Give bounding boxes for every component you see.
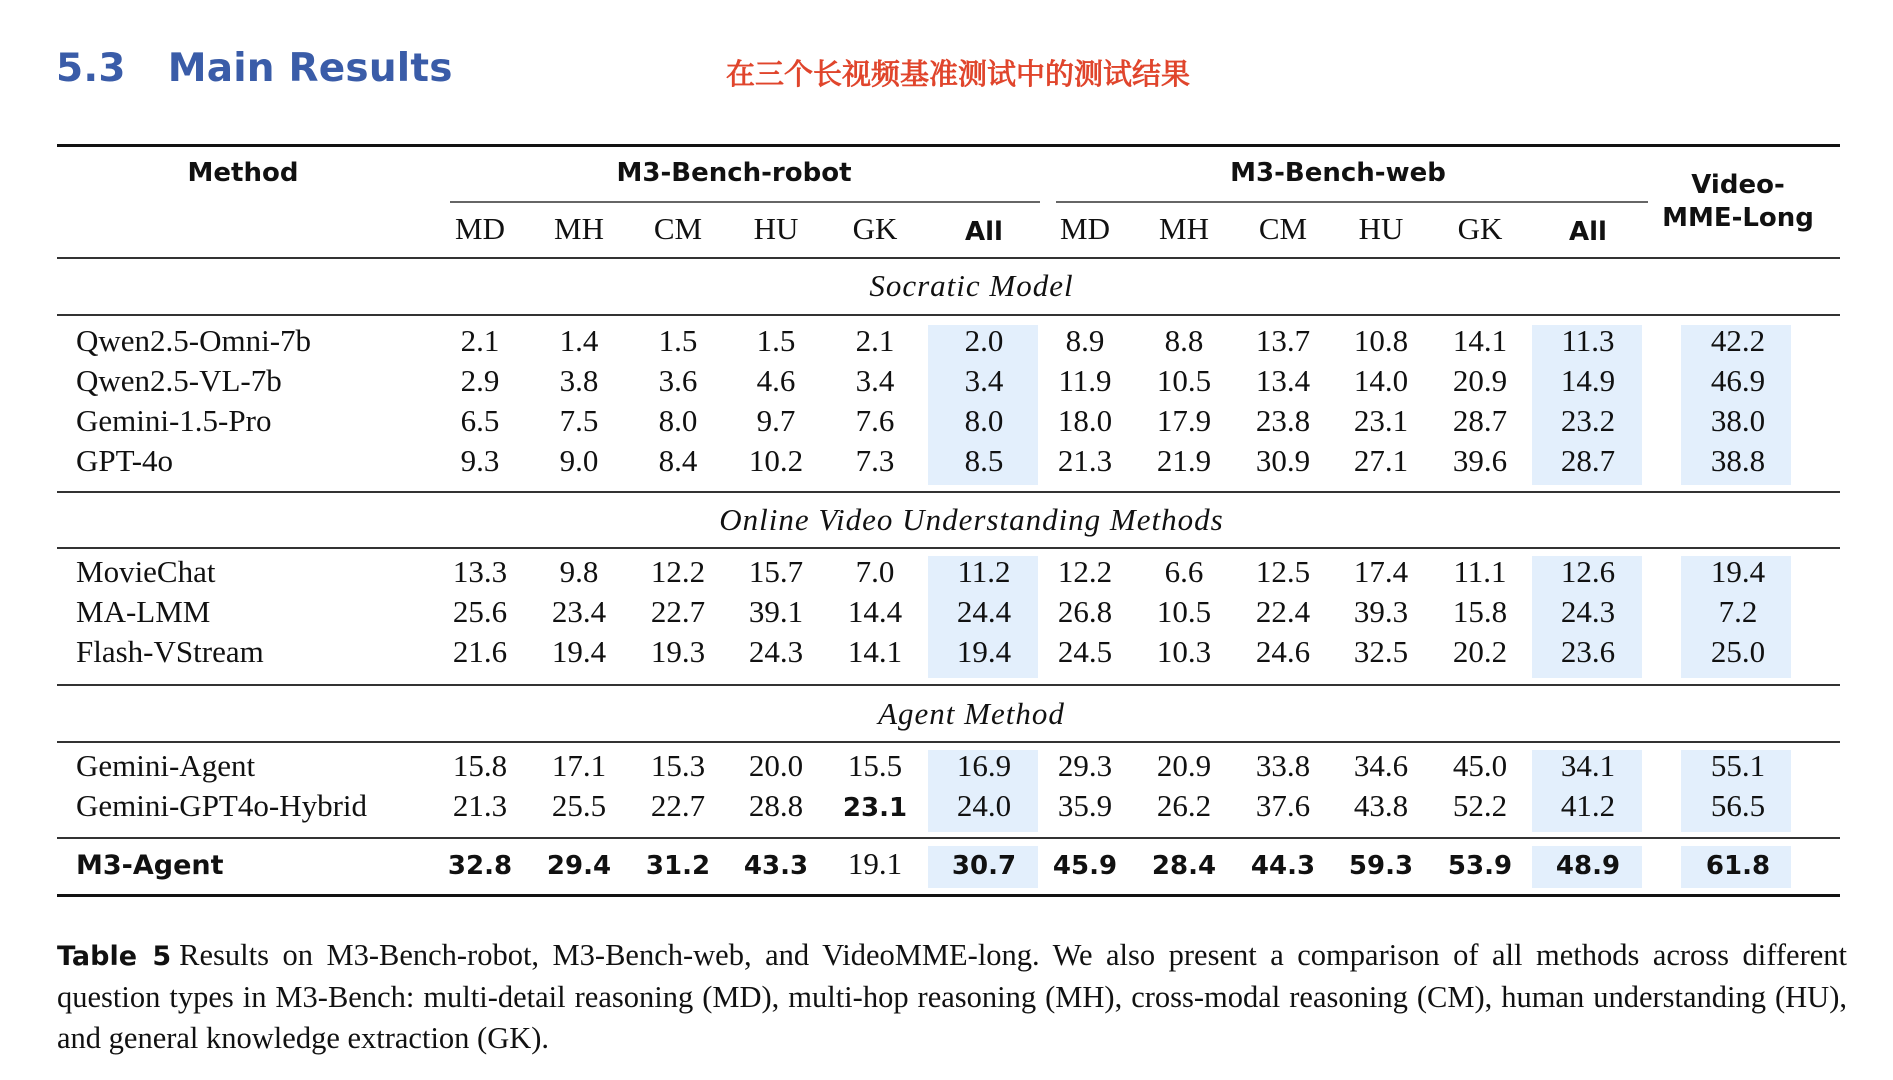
value-cell: 59.3	[1348, 851, 1414, 881]
value-cell: 6.5	[460, 403, 500, 438]
subheader-mh: MH	[554, 211, 604, 246]
value-cell: 15.8	[452, 748, 508, 783]
value-cell: 24.6	[1255, 634, 1311, 669]
chinese-annotation: 在三个长视频基准测试中的测试结果	[726, 57, 1191, 91]
value-cell: 9.7	[756, 403, 796, 438]
subheader-md: MD	[455, 211, 505, 246]
value-cell: 8.0	[658, 403, 698, 438]
method-name: Qwen2.5-VL-7b	[76, 363, 282, 398]
value-cell: 45.9	[1052, 851, 1118, 881]
value-cell: 3.4	[855, 363, 895, 398]
value-cell: 17.1	[551, 748, 607, 783]
header-videomme-line2: MME-Long	[1662, 203, 1814, 233]
value-cell: 33.8	[1255, 748, 1311, 783]
value-cell: 25.5	[551, 788, 607, 823]
value-cell: 46.9	[1710, 363, 1766, 398]
value-cell: 32.5	[1353, 634, 1409, 669]
section-rule	[57, 491, 1840, 493]
value-cell: 9.3	[460, 443, 500, 478]
section-rule	[57, 314, 1840, 316]
value-cell: 38.0	[1710, 403, 1766, 438]
value-cell: 43.8	[1353, 788, 1409, 823]
method-name: Gemini-GPT4o-Hybrid	[76, 788, 368, 823]
value-cell: 8.8	[1164, 323, 1204, 358]
value-cell: 3.8	[559, 363, 599, 398]
value-cell: 23.4	[551, 594, 607, 629]
subheader-mh: MH	[1159, 211, 1209, 246]
subheader-gk: GK	[852, 211, 898, 246]
value-cell: 11.1	[1453, 554, 1507, 589]
value-cell: 10.3	[1156, 634, 1212, 669]
subheader-md: MD	[1060, 211, 1110, 246]
section-label: Agent Method	[878, 696, 1065, 731]
value-cell: 2.1	[460, 323, 500, 358]
section-label: Socratic Model	[869, 268, 1074, 303]
value-cell: 1.5	[756, 323, 796, 358]
value-cell: 18.0	[1057, 403, 1113, 438]
value-cell: 39.6	[1452, 443, 1508, 478]
value-cell: 4.6	[756, 363, 796, 398]
value-cell: 22.7	[650, 594, 706, 629]
subheader-hu: HU	[1358, 211, 1404, 246]
value-cell: 21.3	[1057, 443, 1113, 478]
section-rule	[57, 684, 1840, 686]
value-cell: 13.3	[452, 554, 508, 589]
value-cell: 42.2	[1710, 323, 1766, 358]
value-cell: 20.9	[1156, 748, 1212, 783]
value-cell: 19.1	[847, 846, 903, 881]
section-rule	[57, 547, 1840, 549]
value-cell: 23.1	[1353, 403, 1409, 438]
value-cell: 22.4	[1255, 594, 1311, 629]
method-name: GPT-4o	[76, 443, 174, 478]
value-cell: 15.8	[1452, 594, 1508, 629]
table-caption	[57, 935, 1847, 1059]
value-cell: 16.9	[956, 748, 1012, 783]
caption-label: Table 5	[57, 941, 172, 972]
value-cell: 14.4	[847, 594, 903, 629]
value-cell: 28.8	[748, 788, 804, 823]
value-cell: 10.8	[1353, 323, 1409, 358]
value-cell: 3.6	[658, 363, 698, 398]
value-cell: 12.5	[1255, 554, 1311, 589]
value-cell: 41.2	[1560, 788, 1616, 823]
value-cell: 25.0	[1710, 634, 1766, 669]
value-cell: 15.3	[650, 748, 706, 783]
value-cell: 17.9	[1156, 403, 1212, 438]
value-cell: 28.7	[1560, 443, 1616, 478]
value-cell: 2.1	[855, 323, 895, 358]
value-cell: 7.0	[855, 554, 895, 589]
value-cell: 34.1	[1560, 748, 1616, 783]
subheader-all: All	[965, 217, 1003, 247]
value-cell: 10.5	[1156, 363, 1212, 398]
value-cell: 23.2	[1560, 403, 1616, 438]
value-cell: 7.6	[855, 403, 895, 438]
robot-cmidrule	[450, 201, 1040, 203]
value-cell: 14.9	[1560, 363, 1616, 398]
value-cell: 55.1	[1710, 748, 1766, 783]
value-cell: 24.4	[956, 594, 1012, 629]
method-name: Qwen2.5-Omni-7b	[76, 323, 312, 358]
top-rule	[57, 144, 1840, 147]
value-cell: 15.5	[847, 748, 903, 783]
section-number: 5.3	[56, 46, 126, 91]
value-cell: 44.3	[1250, 851, 1316, 881]
value-cell: 43.3	[743, 851, 809, 881]
value-cell: 27.1	[1353, 443, 1409, 478]
value-cell: 26.8	[1057, 594, 1113, 629]
value-cell: 23.8	[1255, 403, 1311, 438]
value-cell: 9.0	[559, 443, 599, 478]
method-name: M3-Agent	[76, 850, 224, 881]
value-cell: 20.0	[748, 748, 804, 783]
header-group-robot: M3-Bench-robot	[616, 158, 852, 188]
value-cell: 20.9	[1452, 363, 1508, 398]
value-cell: 19.4	[1710, 554, 1766, 589]
section-rule	[57, 837, 1840, 839]
subheader-all: All	[1569, 217, 1607, 247]
section-heading	[56, 46, 453, 91]
value-cell: 56.5	[1710, 788, 1766, 823]
value-cell: 10.2	[748, 443, 804, 478]
method-name: MovieChat	[76, 554, 216, 589]
value-cell: 29.4	[546, 851, 612, 881]
subheader-cm: CM	[1258, 211, 1308, 246]
value-cell: 11.3	[1561, 323, 1615, 358]
value-cell: 13.7	[1255, 323, 1311, 358]
bottom-rule	[57, 894, 1840, 897]
value-cell: 8.5	[964, 443, 1004, 478]
value-cell: 21.6	[452, 634, 508, 669]
value-cell: 17.4	[1353, 554, 1409, 589]
value-cell: 19.3	[650, 634, 706, 669]
value-cell: 39.3	[1353, 594, 1409, 629]
value-cell: 14.0	[1353, 363, 1409, 398]
value-cell: 28.4	[1151, 851, 1217, 881]
value-cell: 1.5	[658, 323, 698, 358]
value-cell: 11.2	[957, 554, 1011, 589]
section-label: Online Video Understanding Methods	[719, 502, 1224, 537]
web-cmidrule	[1056, 201, 1648, 203]
value-cell: 6.6	[1164, 554, 1204, 589]
value-cell: 26.2	[1156, 788, 1212, 823]
value-cell: 30.9	[1255, 443, 1311, 478]
value-cell: 19.4	[551, 634, 607, 669]
value-cell: 25.6	[452, 594, 508, 629]
value-cell: 22.7	[650, 788, 706, 823]
section-title: Main Results	[167, 46, 453, 91]
value-cell: 31.2	[645, 851, 711, 881]
value-cell: 8.9	[1065, 323, 1105, 358]
value-cell: 24.3	[748, 634, 804, 669]
value-cell: 23.6	[1560, 634, 1616, 669]
value-cell: 28.7	[1452, 403, 1508, 438]
value-cell: 8.4	[658, 443, 698, 478]
method-name: MA-LMM	[76, 594, 211, 629]
value-cell: 24.5	[1057, 634, 1113, 669]
value-cell: 32.8	[447, 851, 513, 881]
value-cell: 12.2	[650, 554, 706, 589]
value-cell: 61.8	[1705, 851, 1771, 881]
value-cell: 14.1	[1452, 323, 1508, 358]
value-cell: 7.5	[559, 403, 599, 438]
value-cell: 34.6	[1353, 748, 1409, 783]
method-name: Gemini-1.5-Pro	[76, 403, 272, 438]
value-cell: 30.7	[951, 851, 1017, 881]
value-cell: 7.3	[855, 443, 895, 478]
value-cell: 8.0	[964, 403, 1004, 438]
value-cell: 39.1	[748, 594, 804, 629]
value-cell: 14.1	[847, 634, 903, 669]
value-cell: 45.0	[1452, 748, 1508, 783]
value-cell: 11.9	[1058, 363, 1112, 398]
value-cell: 9.8	[559, 554, 599, 589]
subheader-hu: HU	[753, 211, 799, 246]
caption-text: Results on M3-Bench-robot, M3-Bench-web, and VideoMME-long. We also present a comparison of all methods across different question types in M3-Bench: multi-detail reasoning (MD), multi-hop reasoning (MH), cross-modal reasoning (CM), human understanding (HU), and general knowledge extraction (GK).	[57, 938, 1847, 1055]
value-cell: 23.1	[842, 793, 908, 823]
value-cell: 20.2	[1452, 634, 1508, 669]
value-cell: 1.4	[559, 323, 599, 358]
value-cell: 35.9	[1057, 788, 1113, 823]
value-cell: 12.2	[1057, 554, 1113, 589]
value-cell: 19.4	[956, 634, 1012, 669]
value-cell: 21.9	[1156, 443, 1212, 478]
value-cell: 48.9	[1555, 851, 1621, 881]
header-group-web: M3-Bench-web	[1230, 158, 1446, 188]
value-cell: 2.0	[964, 323, 1004, 358]
value-cell: 53.9	[1447, 851, 1513, 881]
value-cell: 10.5	[1156, 594, 1212, 629]
value-cell: 13.4	[1255, 363, 1311, 398]
value-cell: 24.0	[956, 788, 1012, 823]
value-cell: 24.3	[1560, 594, 1616, 629]
value-cell: 52.2	[1452, 788, 1508, 823]
value-cell: 12.6	[1560, 554, 1616, 589]
value-cell: 21.3	[452, 788, 508, 823]
subheader-cm: CM	[653, 211, 703, 246]
value-cell: 7.2	[1718, 594, 1758, 629]
method-name: Flash-VStream	[76, 634, 264, 669]
section-rule	[57, 741, 1840, 743]
header-method: Method	[187, 158, 299, 188]
value-cell: 29.3	[1057, 748, 1113, 783]
subheader-gk: GK	[1457, 211, 1503, 246]
value-cell: 37.6	[1255, 788, 1311, 823]
value-cell: 3.4	[964, 363, 1004, 398]
value-cell: 38.8	[1710, 443, 1766, 478]
value-cell: 15.7	[748, 554, 804, 589]
method-name: Gemini-Agent	[76, 748, 256, 783]
header-rule	[57, 257, 1840, 259]
header-videomme-line1: Video-	[1691, 170, 1785, 200]
value-cell: 2.9	[460, 363, 500, 398]
